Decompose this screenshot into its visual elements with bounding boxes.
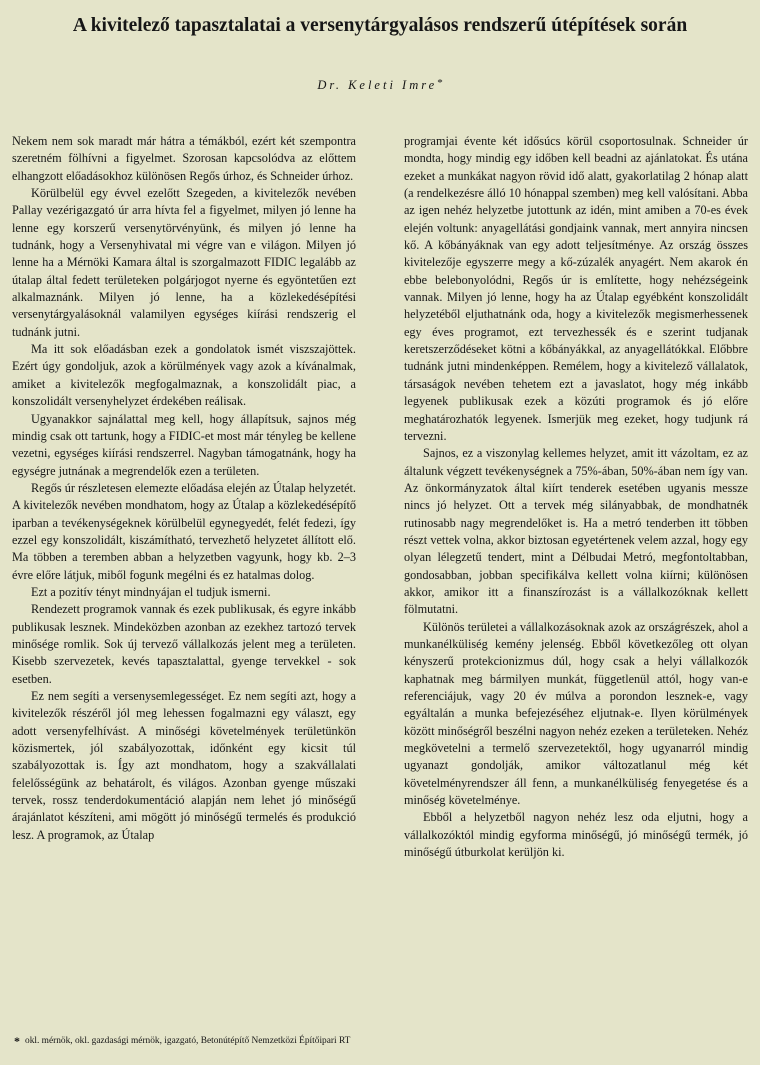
paragraph: Sajnos, ez a viszonylag kellemes helyzet, amit itt vázoltam, ez az általunk végzett tevékenységnek a 75%-ában, 50%-ában nem így van. Az önkormányzatok által kiírt tenderek esetében ugyanis messze nincs jó helyzet. Ott a tervek még silányabbak, de mondhatnék rutinosabb nagy megrendelőket is. Ha a metró tenderben itt többen részt vettek volna, akkor biztosan egyetértenek velem azzal, hogy egy olyan lélegzetű tendert, mint a Délbudai Metró, megfontoltabban, gondosabban, jobban specifikálva kellett volna kiírni; különösen akkor, amikor itt a finanszírozást is a vállalkozóknak kellett fölmutatni. (404, 446, 748, 617)
paragraph: Ezt a pozitív tényt mindnyájan el tudjuk ismerni. (31, 584, 271, 599)
footnote-mark: * (14, 1034, 20, 1048)
author-name: Dr. Keleti Imre (317, 78, 438, 92)
paragraph: Rendezett programok vannak és ezek publikusak, és egyre inkább publikusak lesznek. Mindeközben azonban az ezekhez tartozó tervek minősége romlik. Sok új tervező vállalkozás jelent meg a területen. Kisebb szervezetek, kevés tapasztalattal, gyenge tervekkel - sok esetben. (12, 602, 356, 686)
right-column (404, 133, 748, 861)
paragraph: Körülbelül egy évvel ezelőtt Szegeden, a kivitelezők nevében Pallay vezérigazgató úr arra hívta fel a figyelmet, milyen jó lenne ha lenne egy korszerű versenytörvényünk, és milyen jó lenne ha tudnánk, hogy a Versenyhivatal mi végre van e világon. Milyen jó lenne ha a Mérnöki Kamara által is szorgalmazott FIDIC legalább az útalap által fedett területeken polgárjogot nyerne és egyöntetűen ezt alkalmaznánk. Milyen jó lenne, ha a közlekedésépítési versenytárgyalásoknál valamilyen egységes kiírási rendszerig el tudnánk jutni. (12, 186, 356, 339)
article-title: A kivitelező tapasztalatai a versenytárgyalásos rendszerű útépítések során (72, 15, 688, 36)
left-column (12, 133, 356, 844)
paragraph: Nekem nem sok maradt már hátra a témákból, ezért két szempontra szeretném fölhívni a figyelmet. Szorosan kapcsolódva az előttem elhangzott előadásokhoz különösen Regős úrhoz, és Schneider úrhoz. (12, 134, 356, 183)
paragraph: Különös területei a vállalkozásoknak azok az országrészek, ahol a munkanélküliség kemény jelenség. Ebből következőleg ott olyan kényszerű protekcionizmus dúl, hogy csak a helyi vállalkozók kaphatnak meg bármilyen munkát, függetlenül attól, hogy van-e referenciájuk, vagy 20 év múlva a porondon lesznek-e, vagy egyáltalán a munka befejezéséhez eljutnak-e. Ilyen körülmények között minőségről beszélni nagyon nehéz ezeken a területeken. Nehéz megkövetelni a termelő szervezetektől, hogy ugyanarról mindig ugyanazt gondolják, amikor változatlanul még két követelményrendszer áll fenn, a munkanélküliség fenyegetése és a minőség követelménye. (404, 619, 748, 808)
footnote-text: okl. mérnök, okl. gazdasági mérnök, igazgató, Betonútépítő Nemzetközi Építőipari RT (25, 1036, 351, 1046)
paragraph: Ugyanakkor sajnálattal meg kell, hogy állapítsuk, sajnos még mindig csak ott tartunk, hogy a FIDIC-et most már tényleg be kellene vezetni, egységes kiírási rendszerrel. Nagyban támogatnánk, hogy ha egységre jutnának a megrendelők ezen a területen. (12, 411, 356, 478)
paragraph: Regős úr részletesen elemezte előadása elején az Útalap helyzetét. A kivitelezők nevében mondhatom, hogy az Útalap a közlekedésépítő iparban a tevékenységeknek körülbelül egynegyedét, felét fedezi, így ezzel egy konszolidált, kiszámítható, tervezhető helyzetet állított elő. Ma többen a teremben abban a helyzetben vagyunk, hogy kb. 2–3 évre előre látjuk, miből fogunk megélni és ez hatalmas dolog. (12, 480, 356, 582)
author-line (0, 78, 760, 93)
footnote (14, 1035, 734, 1047)
paragraph: Ez nem segíti a versenysemlegességet. Ez nem segíti azt, hogy a kivitelezők részéről jól meg lehessen fogalmazni egy választ, egy adott versenyfelhívást. A minőségi követelmények területünkön közismertek, jól szabályozottak, időnként egy kicsit túl szabályozottak is. Így azt mondhatom, hogy a szakvállalati felelősségünk az behatárolt, és világos. Azonban gyenge műszaki tervek, rossz tenderdokumentáció alapján nem lehet jó minőségű árajánlatot készíteni, ami mögött jó minőségű termelés és produkció lesz. A programok, az Útalap (12, 689, 356, 842)
paragraph: programjai évente két idősúcs körül csoportosulnak. Schneider úr mondta, hogy mindig egy időben kell beadni az ajánlatokat. És utána ezeket a munkákat nagyon rövid idő alatt, gyakorlatilag 2 hónap alatt (a rendelkezésre álló 10 hónappal szemben) meg kell valósítani. Abba az igen nehéz helyzetbe jutottunk az idén, mint amiben a 70-es évek elején voltunk: anyagellátási gondjaink vannak, mert annyira nincsen kő. A kőbányáknak van egy adott teljesítménye. Az ország összes kivitelezője egyszerre megy a kő-zúzalék anyagért. Nem akarok én ebbe belebonyolódni, Regős úr is említette, hogy nehézségeink vannak. Milyen jó lenne, hogy ha az Útalap egyébként konszolidált helyzetéből eljuthatnánk oda, hogy a kivitelezők megismerhessenek egy éves programot, ezt tervezhessék és e szerint tudjanak keretszerződéseket kötni a kőbányákkal, az anyagellátókkal. Előbbre tudnánk jutni mindenképpen. Remélem, hogy a kivitelező vállalatok, társaságok nevében tehetem ezt a javaslatot, hogy még inkább legyenek publikusak ezek a közúti programok és jó előre meghatározhatók legyenek. Ismerjük meg ezeket, hogy tudjunk rá tervezni. (404, 134, 748, 443)
author-footnote-mark: * (437, 77, 443, 89)
paragraph: Ebből a helyzetből nagyon nehéz lesz oda eljutni, hogy a vállalkozóktól mindig egyforma minőségű, jó minőségű termék, jó minőségű útburkolat kerüljön ki. (404, 810, 748, 860)
paragraph: Ma itt sok előadásban ezek a gondolatok ismét viszszajöttek. Ezért úgy gondoljuk, azok a körülmények vagy azok a kívánalmak, amiket a kivitelezők megfogalmaznak, a konszolidált piac, a konszolidált versenyhelyzet érdekében reálisak. (12, 342, 356, 409)
